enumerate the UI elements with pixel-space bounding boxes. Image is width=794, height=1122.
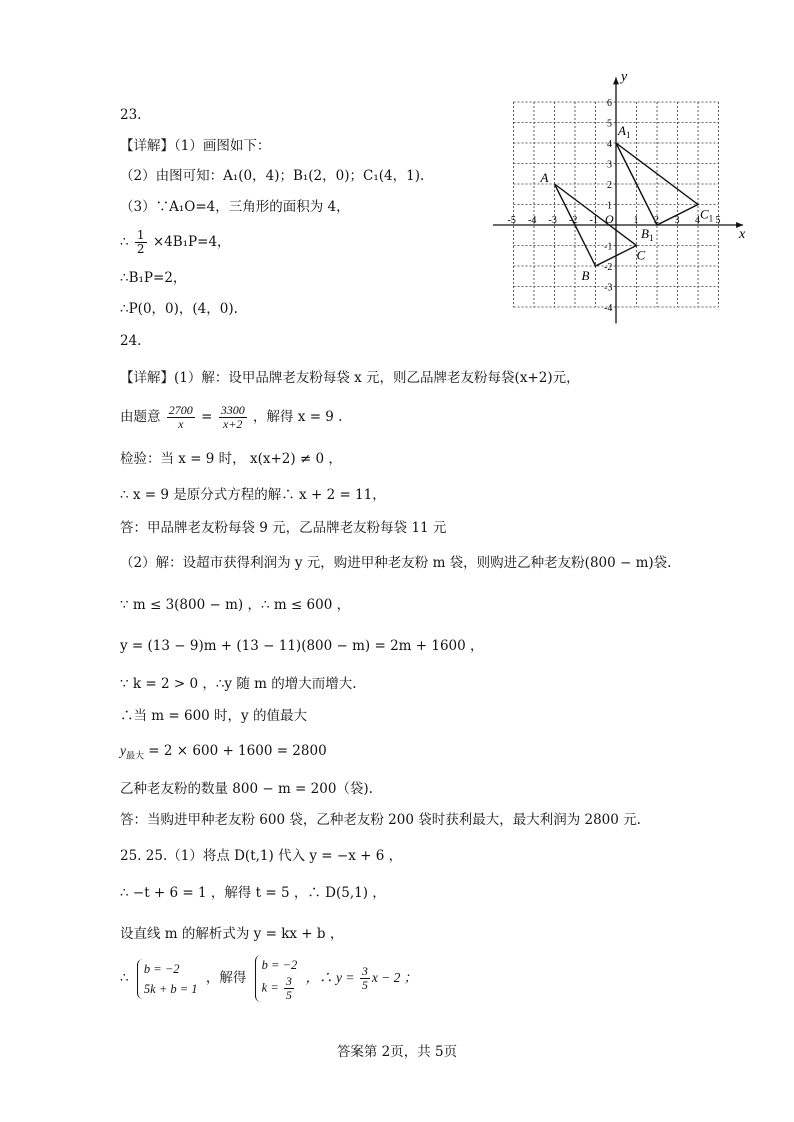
point-subscript: 1 [708, 213, 714, 224]
q24-line9: ∵ k = 2 > 0 ，∴y 随 m 的增大而增大. [120, 676, 357, 692]
x-tick-label: -5 [507, 215, 516, 226]
therefore-symbol: ∴ [120, 970, 129, 986]
q25-line4 [120, 955, 417, 1002]
x-tick-label: 5 [715, 215, 721, 226]
max-value: = 2 × 600 + 1600 = 2800 [144, 743, 327, 759]
q23-line2: （2）由图可知：A₁(0，4)；B₁(2，0)；C₁(4，1). [120, 168, 425, 184]
equals-sign: = [201, 409, 213, 425]
y-tick-label: 2 [607, 180, 612, 191]
q24-line11 [120, 742, 327, 766]
system-eq-2: 5k + b = 1 [143, 981, 198, 996]
frac-num: 2700 [168, 403, 193, 417]
q23-line4 [120, 229, 231, 256]
x-tick-label: -2 [569, 215, 578, 226]
k-fraction [284, 975, 294, 1002]
q24-line10: ∴当 m = 600 时，y 的值最大 [120, 708, 307, 724]
q24-line8: y = (13 − 9)m + (13 − 11)(800 − m) = 2m + 1600 ， [120, 638, 484, 654]
point-subscript: 1 [625, 130, 631, 140]
q24-line13: 答：当购进甲种老友粉 600 袋，乙种老友粉 200 袋时获利最大，最大利润为 2800 元. [120, 812, 641, 828]
coordinate-graph [488, 70, 748, 330]
frac-num: 3 [285, 974, 292, 988]
point-subscript: 1 [648, 233, 654, 243]
half-fraction [135, 229, 147, 256]
solve-label: ，解得 [205, 970, 247, 986]
q24-line12: 乙种老友粉的数量 800 − m = 200（袋). [120, 781, 373, 797]
y-tick-label: -3 [604, 282, 613, 294]
point-c-label: C [636, 247, 646, 263]
y-tick-label: 3 [607, 159, 612, 171]
q24-line4: ∴ x = 9 是原分式方程的解∴ x + 2 = 11， [120, 487, 386, 503]
x-tick-label: 4 [695, 215, 700, 226]
solution-b: b = −2 [261, 958, 298, 972]
q25-line1: 25. 25.（1）将点 D(t,1) 代入 y = −x + 6 ， [120, 848, 403, 864]
frac-num: 3300 [220, 403, 245, 417]
q23-line6: ∴P(0，0)，(4，0). [120, 301, 238, 317]
q24-line7: ∵ m ≤ 3(800 − m) ，∴ m ≤ 600 ， [120, 597, 351, 613]
y-tick-label: -4 [604, 303, 613, 314]
x-tick-label: -4 [528, 215, 537, 226]
x-tick-label: 3 [674, 215, 680, 226]
q23-line3: （3）∵A₁O=4，三角形的面积为 4， [120, 199, 350, 215]
x-tick-label: -1 [589, 215, 598, 226]
q25-line2: ∴ −t + 6 = 1 ，解得 t = 5 ，∴ D(5,1) ， [120, 885, 386, 901]
y-tick-label: 6 [607, 98, 612, 109]
y-variable: y [120, 743, 126, 758]
x-axis-label: x [739, 227, 746, 242]
point-a-label: A [540, 170, 549, 185]
page-footer: 答案第 2页，共 5页 [336, 1044, 458, 1060]
equation-system-2 [255, 955, 298, 1002]
origin-label: O [605, 212, 614, 226]
solution-k [262, 975, 298, 1002]
point-b-label: B [581, 268, 590, 283]
q24-number: 24. [120, 333, 142, 349]
area-equation: ×4B₁P=4， [152, 234, 231, 250]
frac-den: 5 [285, 988, 292, 1002]
y-tick-label: -1 [604, 241, 613, 253]
frac-den: x [178, 417, 184, 431]
q24-line2 [120, 404, 342, 431]
q23-line5: ∴B₁P=2， [120, 270, 187, 286]
y-tick-label: 5 [607, 118, 612, 130]
fraction-2700 [167, 404, 195, 431]
fraction-3300 [219, 404, 247, 431]
y-tick-label: -2 [604, 262, 613, 273]
x-tick-label: 2 [654, 215, 659, 226]
q25-line3: 设直线 m 的解析式为 y = kx + b ， [120, 926, 344, 942]
frac-den: 2 [136, 242, 145, 256]
y-axis-arrow [613, 77, 619, 84]
line-equation-suffix: x − 2 ； [371, 970, 418, 985]
y-axis-label: y [621, 70, 628, 85]
q24-line6: （2）解：设超市获得利润为 y 元，购进甲种老友粉 m 袋，则购进乙种老友粉(800 − m)袋. [120, 555, 672, 571]
x-tick-label: -3 [548, 215, 557, 226]
frac-den: x+2 [222, 417, 243, 431]
point-b1-label: $B_1$ [641, 226, 654, 243]
therefore-symbol: ∴ [120, 234, 129, 250]
line-equation-prefix: ，∴ y = [305, 970, 358, 985]
q24-line1: 【详解】(1）解：设甲品牌老友粉每袋 x 元，则乙品牌老友粉每袋(x+2)元， [120, 370, 580, 386]
y-tick-label: 4 [607, 139, 612, 150]
q23-number: 23. [120, 107, 142, 123]
q24-line3: 检验：当 x = 9 时， x(x+2) ≠ 0 ， [120, 451, 342, 467]
frac-num: 3 [361, 964, 368, 978]
k-label: k = [261, 980, 282, 995]
given-label: 由题意 [120, 409, 161, 425]
max-subscript: 最大 [126, 751, 145, 762]
slope-fraction [360, 965, 370, 992]
system-eq-1: b = −2 [143, 961, 180, 976]
q24-line5: 答：甲品牌老友粉每袋 9 元，乙品牌老友粉每袋 11 元 [120, 520, 447, 536]
frac-num: 1 [136, 228, 145, 242]
point-c1-label: $C_1$ [700, 206, 714, 224]
solve-result: ，解得 x = 9 . [253, 409, 343, 425]
point-a1-label: $A_1$ [618, 123, 631, 140]
x-tick-label: 1 [633, 215, 639, 226]
frac-den: 5 [361, 978, 368, 992]
equation-system-1 [137, 959, 198, 999]
q23-line1: 【详解】（1）画图如下： [120, 138, 271, 154]
y-tick-label: 1 [607, 200, 612, 212]
